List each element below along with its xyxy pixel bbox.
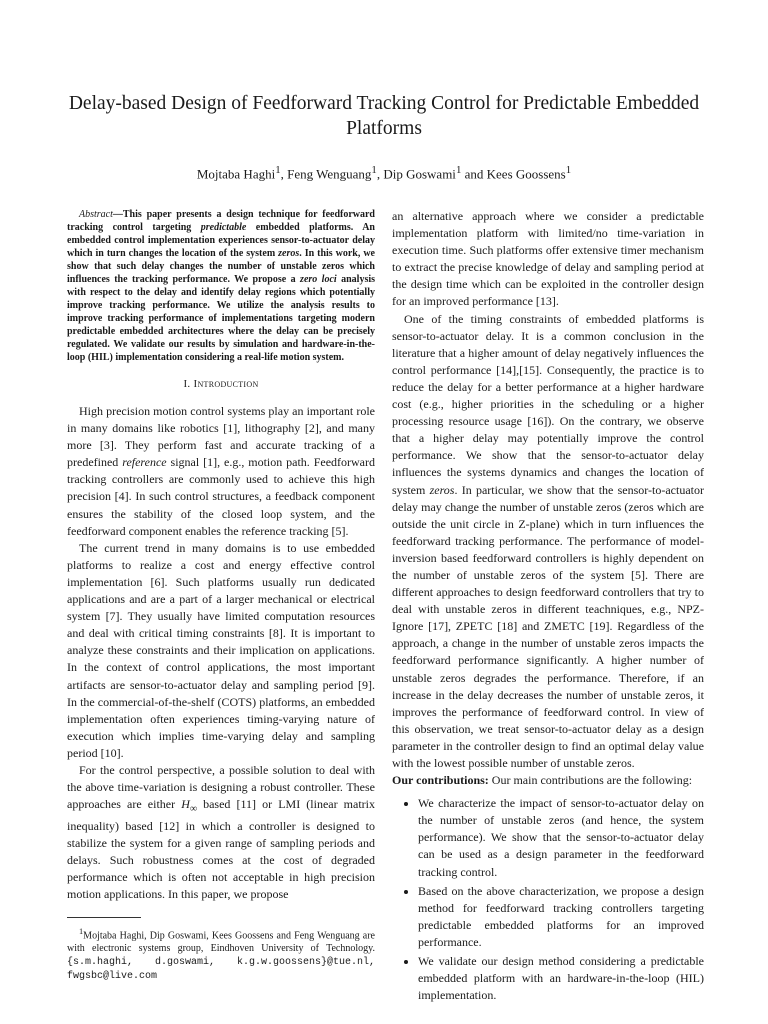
contribution-item: • Based on the above characterization, we propose a design method for feedforward tracking controllers targeting predictable embedded platforms for an improved performance. [418, 883, 704, 951]
author-name: Feng Wenguang [287, 166, 372, 182]
paper-title: Delay-based Design of Feedforward Tracking Control for Predictable Embedded Platforms [68, 93, 700, 139]
contribution-item: • We characterize the impact of sensor-to-actuator delay on the number of unstable zeros (and hence, the system performance). We show that the sensor-to-actuator delay can be used as a design parameter in the feedforward tracking control. [418, 795, 704, 880]
math-subscript: ∞ [189, 803, 197, 815]
text-segment: based [11] or LMI (linear matrix inequality) based [12] in which a controller is designed to stabilize the system for a given range of sampling periods and delays. Such robustness comes at the cost of degraded performance which is often not acceptable in high precision motion applications. In this paper, we propose [67, 797, 375, 902]
abstract-segment: . In this work, we show that such delay changes the number of unstable zeros which influences the tracking performance. We propose a [67, 248, 375, 285]
footnote-mark: 1 [79, 927, 84, 937]
author-name: Kees Goossens [486, 166, 566, 182]
text-segment: signal [1], e.g., motion path. Feedforward tracking controllers are commonly used to achieve this high precision [4]. In such control structures, a feedback component ensures the stability of the closed loop system, and the feedforward component enables the reference tracking [5]. [67, 455, 376, 538]
body-paragraph: an alternative approach where we consider a predictable implementation platform with limited/no time-variation in execution time. Such platforms offer extensive timer mechanism to extract the precise knowledge of delay and sampling period at the design time which can be exploited in the controller design for an improved performance [13]. [392, 209, 704, 309]
author-affiliation-mark: 1 [455, 164, 462, 176]
text-emphasis: reference [122, 455, 167, 470]
contribution-item: • We validate our design method considering a predictable embedded platform with an hardware-in-the-loop (HIL) implementation. [418, 953, 704, 1004]
abstract-segment: embedded platforms. An embedded control implementation experiences sensor-to-actuator delay which in turn changes the location of the system [67, 222, 375, 259]
abstract-segment: analysis with respect to the delay and identify delay regions which potentially improve tracking performance. We utilize the analysis results to improve tracking performance of implementations targeting modern predictable embedded architectures where the delay can be precisely regulated. We validate our results by simulation and hardware-in-the-loop (HIL) implementation considering a real-life motion system. [67, 274, 376, 363]
right-column [392, 208, 704, 1006]
text-segment: One of the timing constraints of embedded platforms is sensor-to-actuator delay. It is a common conclusion in the literature that a higher amount of delay negatively influences the control performance [14],[15]. Consequently, the practice is to reduce the delay for a better performance at a higher hardware cost (e.g., higher priorities in the scheduling or a higher processing resource usage [16]). On the contrary, we observe that a higher delay may potentially improve the control performance. We show that the sensor-to-actuator delay influences the systems dynamics and changes the location of system [392, 311, 704, 497]
body-paragraph: The current trend in many domains is to use embedded platforms to realize a cost and energy effective control implementation [6]. Such platforms usually run dedicated applications and are a part of a larger mechanical or electrical system [7]. They usually have limited computation resources and deal with critical timing constraints [8]. It is important to analyze these constraints and their implication on applications. In the context of control applications, the most important artifacts are sensor-to-actuator delay and sampling period [9]. In the commercial-of-the-shelf (COTS) platforms, an embedded implementation often experiences timing-varying nature of execution which implies time-varying delay and sampling period [10]. [67, 540, 375, 760]
body-paragraph [67, 762, 375, 903]
abstract-emphasis: predictable [200, 222, 247, 233]
text-segment: . In particular, we show that the sensor-to-actuator delay may change the number of unstable zeros (zeros which are outside the unit circle in Z-plane) which in turn influences the feedforward tracking performance. The performance of model-inversion based feedforward controllers is highly dependent on the number of unstable zeros of the system [5]. There are different approaches to design feedforward controllers that try to deal with unstable zeros in different teachniques, e.g., NPZ-Ignore [17], ZPETC [18] and ZMETC [19]. Regardless of the approach, a change in the number of unstable zeros impacts the feedforward performance significantly. A higher number of unstable zeros degrades the performance. Therefore, if an increase in the delay decreases the number of unstable zeros, it improves the performance of feedforward control. In view of this observation, we treat sensor-to-actuator delay as a design parameter in the controller design to find an optimal delay value with the lowest possible number of unstable zeros. [392, 482, 704, 770]
author-name: Mojtaba Haghi [196, 166, 276, 182]
left-column [67, 208, 375, 983]
math-symbol: H [181, 797, 190, 812]
footnote [67, 925, 375, 983]
section-heading-introduction [67, 377, 375, 391]
author-separator: and [461, 166, 487, 182]
author-affiliation-mark: 1 [565, 164, 572, 176]
contributions-intro [392, 772, 704, 789]
abstract-emphasis: zeros [278, 248, 300, 259]
footnote-rule [67, 917, 141, 918]
text-segment: For the control perspective, a possible solution to deal with the above time-variation is designing a robust controller. These approaches are either [67, 762, 375, 812]
footnote-emails: {s.m.haghi, d.goswami, k.g.w.goossens}@tue.nl, fwgsbc@live.com [67, 957, 375, 983]
author-affiliation-mark: 1 [275, 164, 281, 176]
author-separator: , [280, 166, 288, 182]
abstract-dash: — [112, 209, 123, 220]
text-emphasis: zeros [429, 482, 455, 497]
body-paragraph [67, 403, 375, 540]
author-name: Dip Goswami [383, 166, 456, 182]
contributions-list [392, 795, 704, 1004]
section-title: Introduction [193, 378, 259, 390]
abstract-label: Abstract [79, 209, 113, 220]
abstract-emphasis: zero loci [300, 274, 337, 285]
footnote-text: Mojtaba Haghi, Dip Goswami, Kees Goossens and Feng Wenguang are with electronic systems group, Eindhoven University of Technology. [67, 930, 375, 955]
abstract [67, 208, 375, 364]
author-affiliation-mark: 1 [371, 164, 377, 176]
text-segment: High precision motion control systems play an important role in many domains like robotics [1], lithography [2], and many more [3]. They perform fast and accurate tracking of a predefined [67, 404, 375, 470]
section-number: I. [183, 378, 194, 390]
author-list [40, 162, 728, 182]
text-segment: Our main contributions are the following: [488, 773, 693, 788]
body-paragraph [392, 311, 704, 773]
abstract-text [67, 208, 375, 364]
contributions-label: Our contributions: [392, 773, 489, 788]
abstract-segment: This paper presents a design technique for feedforward tracking control targeting [67, 209, 375, 233]
author-separator: , [376, 166, 384, 182]
